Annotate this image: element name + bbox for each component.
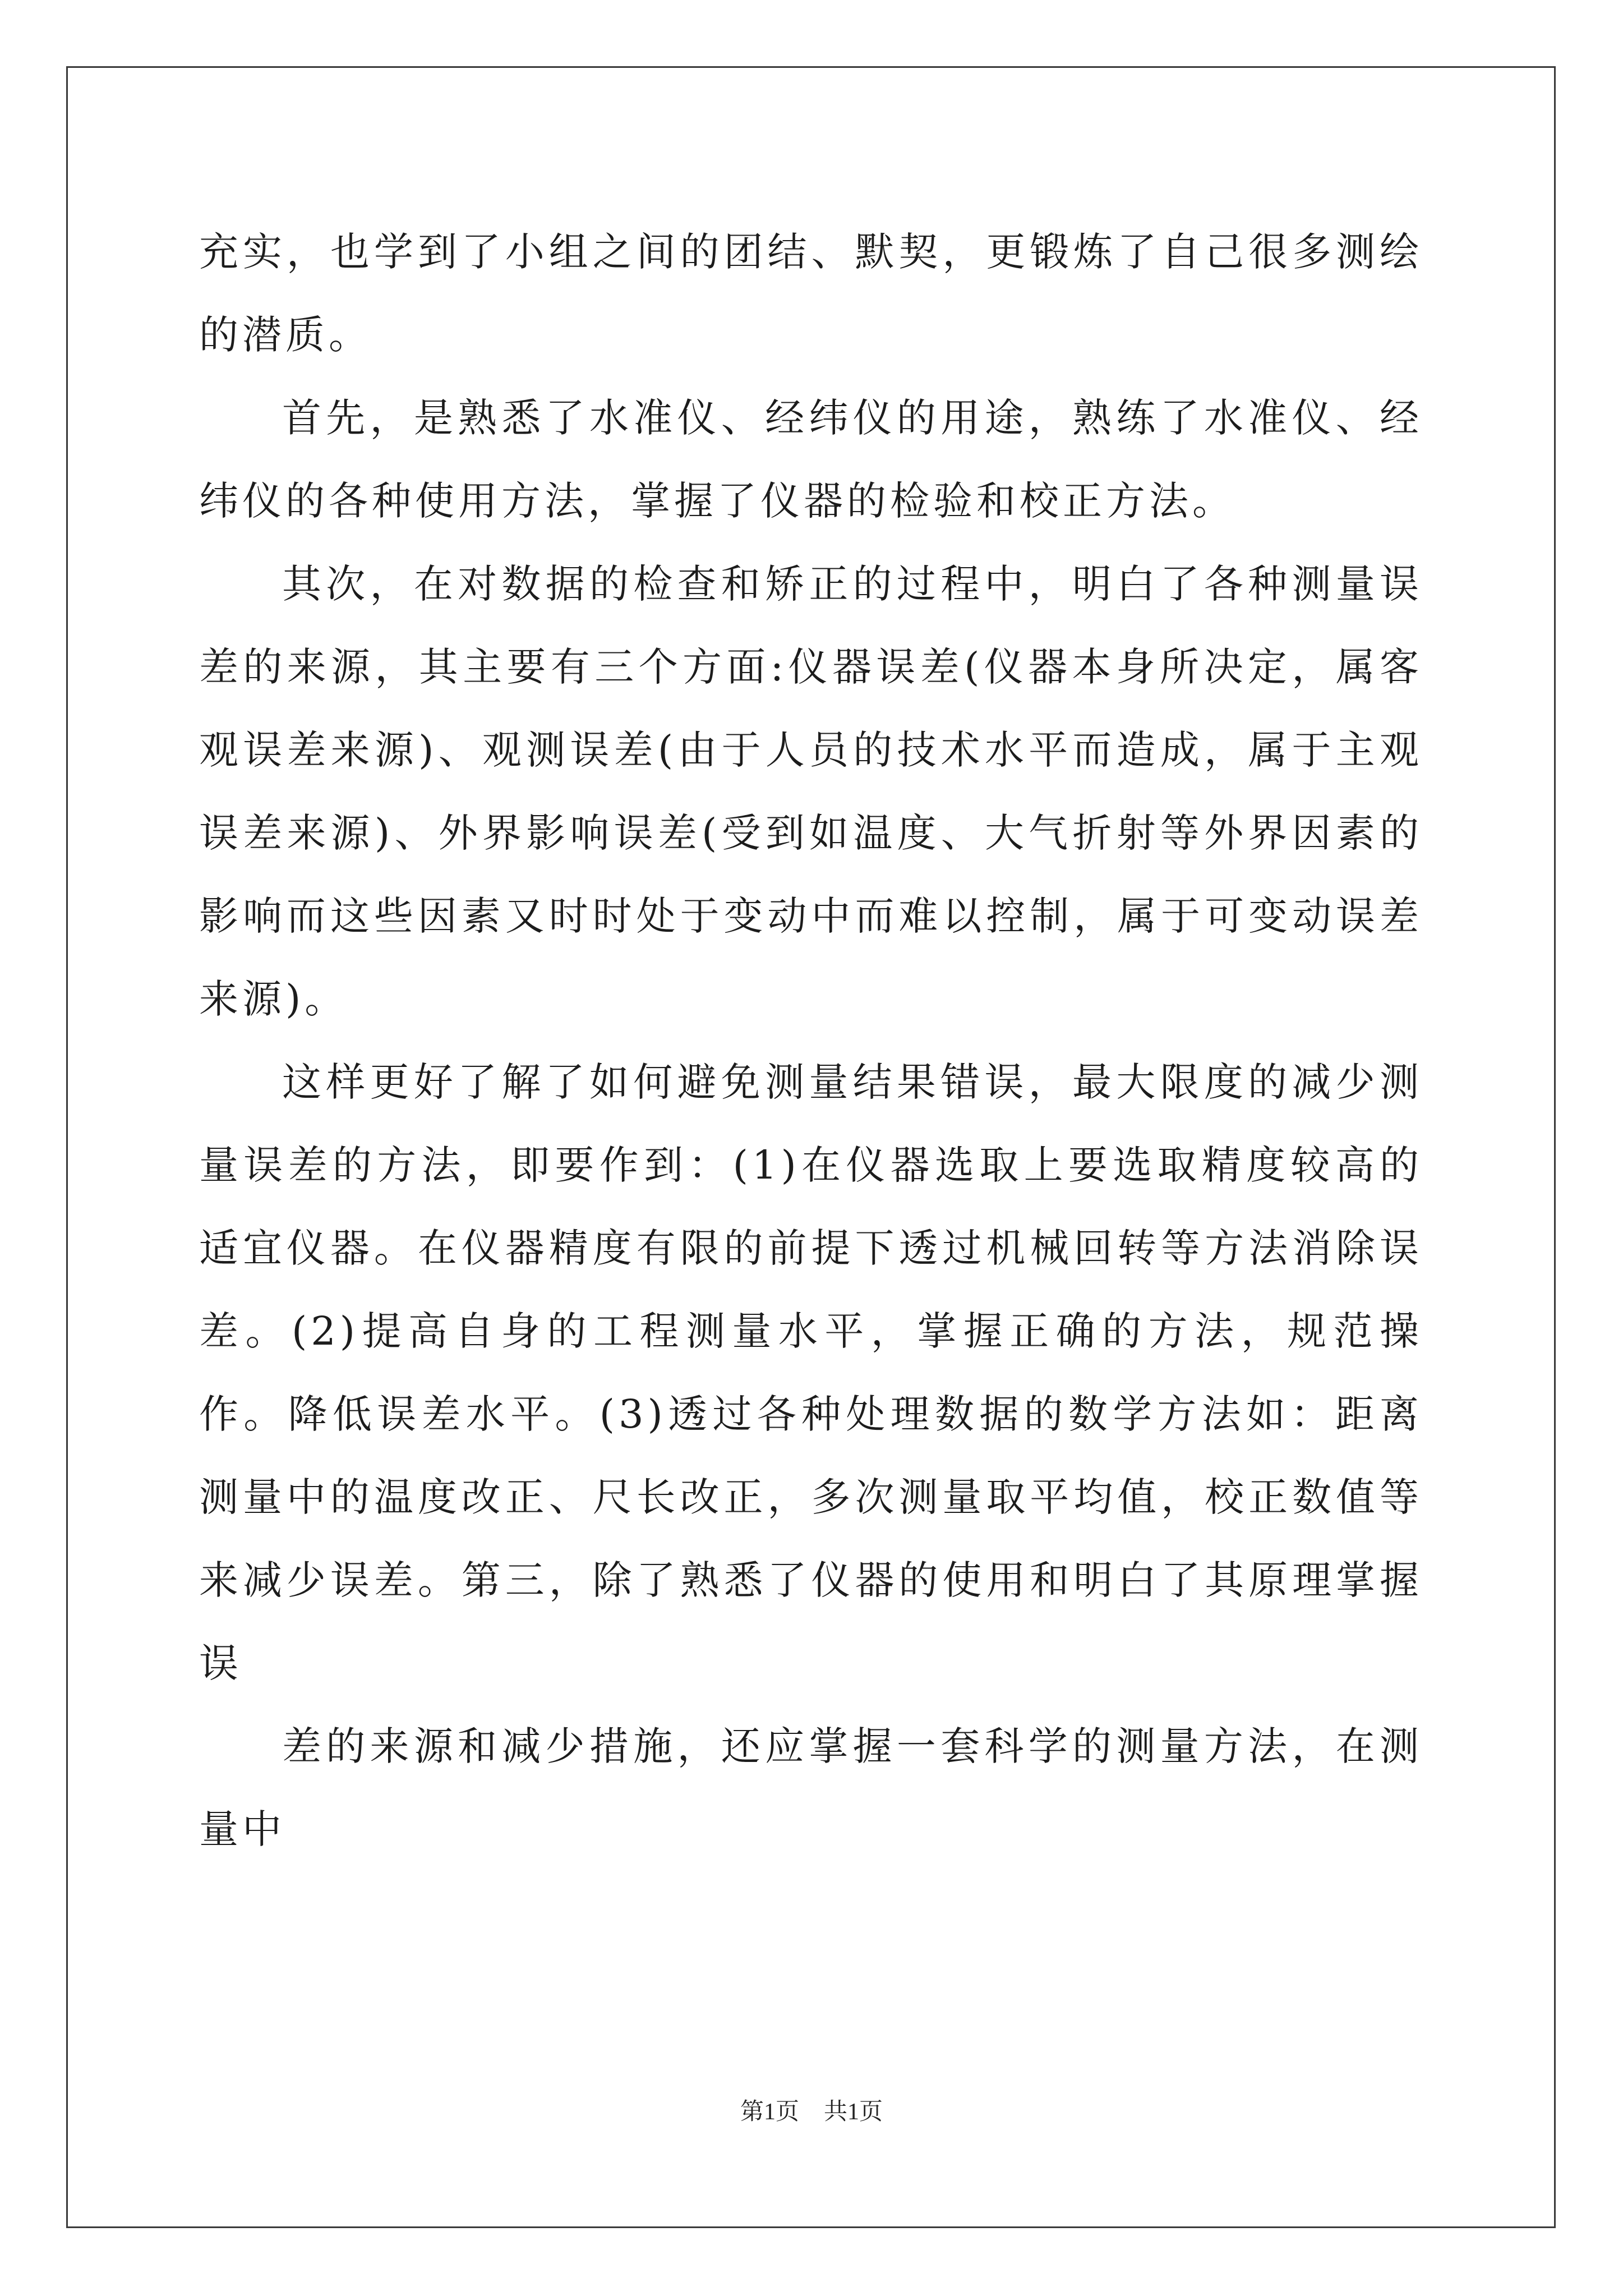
page-total: 共1页 bbox=[824, 2099, 883, 2125]
paragraph-2: 首先，是熟悉了水准仪、经纬仪的用途，熟练了水准仪、经纬仪的各种使用方法，掌握了仪器的检验和校正方法。 bbox=[199, 395, 1423, 524]
page-number: 第1页 bbox=[740, 2099, 799, 2125]
paragraph-5: 差的来源和减少措施，还应掌握一套科学的测量方法，在测量中 bbox=[199, 1723, 1423, 1852]
document-body bbox=[199, 210, 1423, 1871]
page-footer bbox=[0, 2095, 1623, 2129]
paragraph-3: 其次，在对数据的检查和矫正的过程中，明白了各种测量误差的来源，其主要有三个方面:仪器误差(仪器本身所决定，属客观误差来源)、观测误差(由于人员的技术水平而造成，属于主观误差来源)、外界影响误差(受到如温度、大气折射等外界因素的影响而这些因素又时时处于变动中而难以控制，属于可变动误差来源)。 bbox=[199, 561, 1423, 1022]
paragraph-1: 充实，也学到了小组之间的团结、默契，更锻炼了自己很多测绘的潜质。 bbox=[199, 229, 1423, 358]
paragraph-4: 这样更好了解了如何避免测量结果错误，最大限度的减少测量误差的方法，即要作到：(1)在仪器选取上要选取精度较高的适宜仪器。在仪器精度有限的前提下透过机械回转等方法消除误差。(2)提高自身的工程测量水平，掌握正确的方法，规范操作。降低误差水平。(3)透过各种处理数据的数学方法如：距离测量中的温度改正、尺长改正，多次测量取平均值，校正数值等来减少误差。第三，除了熟悉了仪器的使用和明白了其原理掌握误 bbox=[199, 1059, 1423, 1686]
